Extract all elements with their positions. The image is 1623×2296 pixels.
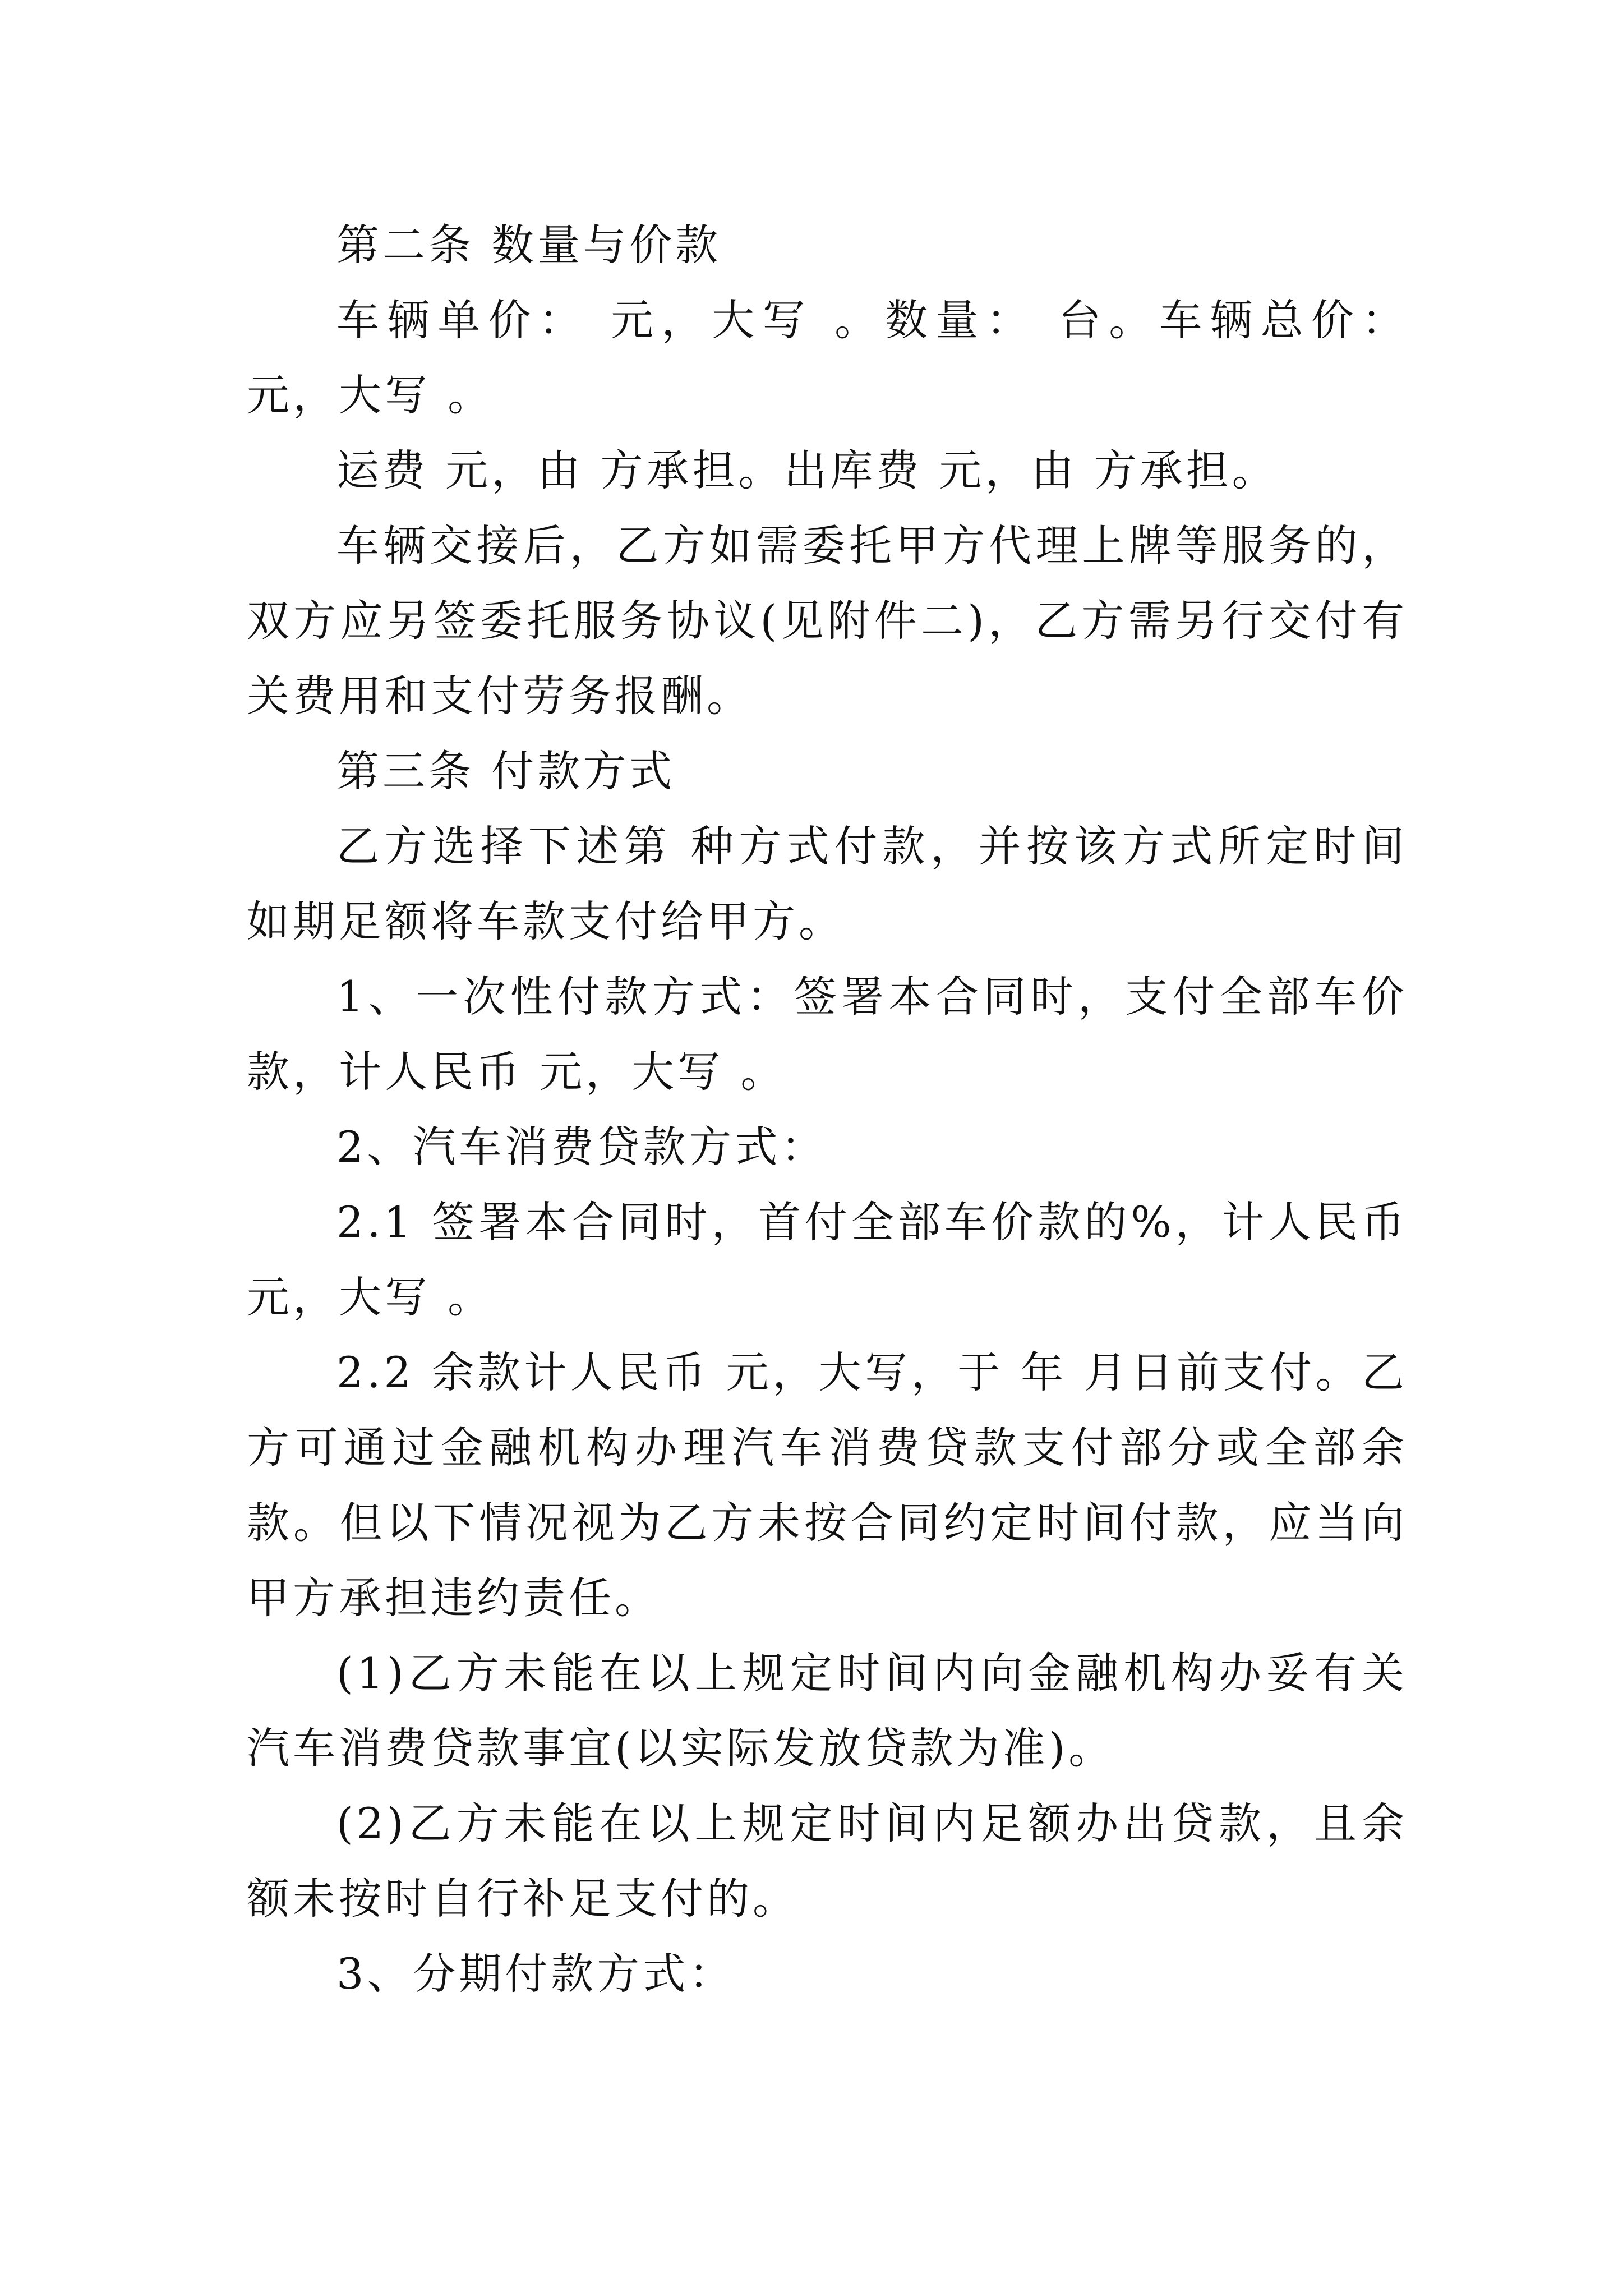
paragraph-installment: 3、分期付款方式： xyxy=(336,1949,735,1999)
section-heading-article-2: 第二条 数量与价款 xyxy=(336,220,722,270)
paragraph-payment-choice: 乙方选择下述第 种方式付款，并按该方式所定时间如期足额将车款支付给甲方。 xyxy=(247,821,1408,946)
paragraph-lump-sum: 1、一次性付款方式：签署本合同时，支付全部车价款，计人民币 元，大写 。 xyxy=(247,972,1408,1097)
paragraph-vehicle-handover: 车辆交接后，乙方如需委托甲方代理上牌等服务的，双方应另签委托服务协议(见附件二)，乙方需另行交付有关费用和支付劳务报酬。 xyxy=(247,521,1408,721)
paragraph-item-2: (2)乙方未能在以上规定时间内足额办出贷款，且余额未按时自行补足支付的。 xyxy=(247,1798,1408,1924)
document-body xyxy=(247,208,1408,2012)
section-heading-article-3: 第三条 付款方式 xyxy=(336,746,676,796)
paragraph-freight: 运费 元，由 方承担。出库费 元，由 方承担。 xyxy=(336,445,1278,495)
paragraph-unit-price: 车辆单价： 元，大写 。数量： 台。车辆总价： 元，大写 。 xyxy=(247,295,1408,420)
paragraph-loan-heading: 2、汽车消费贷款方式： xyxy=(336,1122,827,1172)
paragraph-item-1: (1)乙方未能在以上规定时间内向金融机构办妥有关汽车消费贷款事宜(以实际发放贷款为准)。 xyxy=(247,1648,1408,1773)
paragraph-loan-2-1: 2.1 签署本合同时，首付全部车价款的%，计人民币 元，大写 。 xyxy=(247,1197,1408,1322)
paragraph-loan-2-2: 2.2 余款计人民币 元，大写，于 年 月日前支付。乙方可通过金融机构办理汽车消费贷款支付部分或全部余款。但以下情况视为乙方未按合同约定时间付款，应当向甲方承担违约责任。 xyxy=(247,1347,1408,1623)
